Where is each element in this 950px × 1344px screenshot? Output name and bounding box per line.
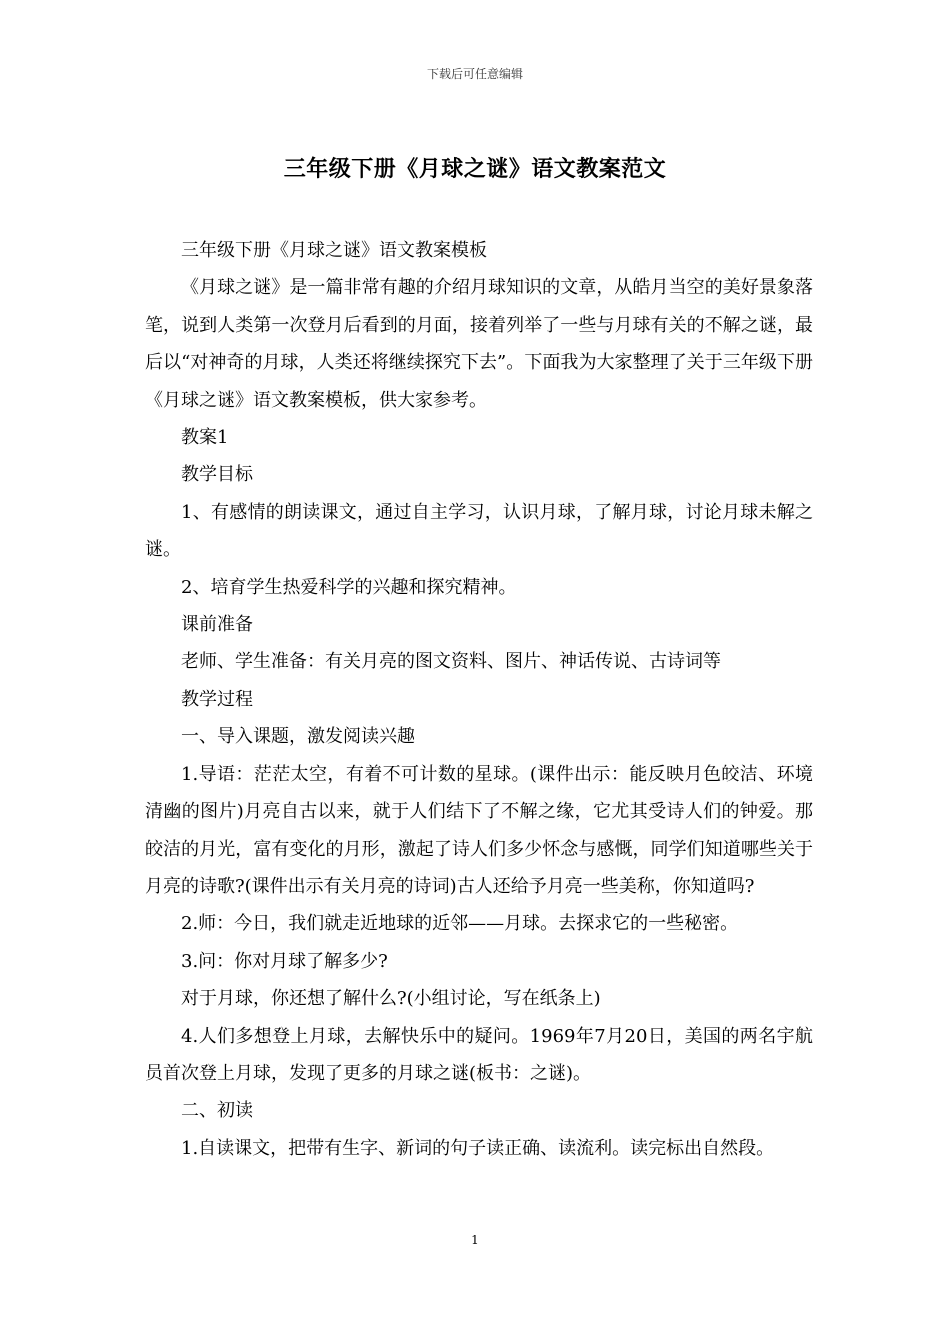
body-paragraph: 2、培育学生热爱科学的兴趣和探究精神。 (181, 576, 517, 598)
section-heading: 教案1 (181, 427, 229, 449)
body-paragraph: 1、有感情的朗读课文，通过自主学习，认识月球，了解月球，讨论月球未解之谜。 (145, 501, 813, 561)
section-heading: 二、初读 (181, 1100, 253, 1122)
body-paragraph: 3.问：你对月球了解多少? (181, 950, 388, 972)
body-paragraph: 4.人们多想登上月球，去解快乐中的疑问。1969年7月20日，美国的两名宇航员首次登上月球，发现了更多的月球之谜(板书：之谜)。 (145, 1025, 813, 1084)
section-heading: 课前准备 (181, 614, 253, 636)
page-number: 1 (471, 1233, 479, 1247)
section-heading: 教学目标 (181, 464, 253, 486)
body-paragraph: 1.导语：茫茫太空，有着不可计数的星球。(课件出示：能反映月色皎洁、环境清幽的图片)月亮自古以来，就于人们结下了不解之缘，它尤其受诗人们的钟爱。那皎洁的月光，富有变化的月形，激起了诗人们多少怀念与感慨，同学们知道哪些关于月亮的诗歌?(课件出示有关月亮的诗词)古人还给予月亮一些美称，你知道吗? (145, 763, 813, 897)
section-heading: 一、导入课题，激发阅读兴趣 (181, 726, 415, 748)
body-paragraph: 三年级下册《月球之谜》语文教案模板 (181, 240, 487, 261)
body-paragraph: 1.自读课文，把带有生字、新词的句子读正确、读流利。读完标出自然段。 (181, 1137, 775, 1159)
page-header-note: 下载后可任意编辑 (426, 67, 523, 81)
document-title: 三年级下册《月球之谜》语文教案范文 (283, 156, 667, 182)
body-paragraph: 2.师：今日，我们就走近地球的近邻——月球。去探求它的一些秘密。 (181, 913, 739, 935)
body-paragraph: 老师、学生准备：有关月亮的图文资料、图片、神话传说、古诗词等 (181, 651, 721, 673)
document-body (145, 232, 813, 1167)
body-paragraph: 对于月球，你还想了解什么?(小组讨论，写在纸条上) (181, 988, 601, 1010)
section-heading: 教学过程 (181, 688, 253, 710)
body-paragraph: 《月球之谜》是一篇非常有趣的介绍月球知识的文章，从皓月当空的美好景象落笔，说到人类第一次登月后看到的月面，接着列举了一些与月球有关的不解之谜，最后以“对神奇的月球，人类还将继续探究下去”。下面我为大家整理了关于三年级下册《月球之谜》语文教案模板，供大家参考。 (145, 277, 813, 411)
